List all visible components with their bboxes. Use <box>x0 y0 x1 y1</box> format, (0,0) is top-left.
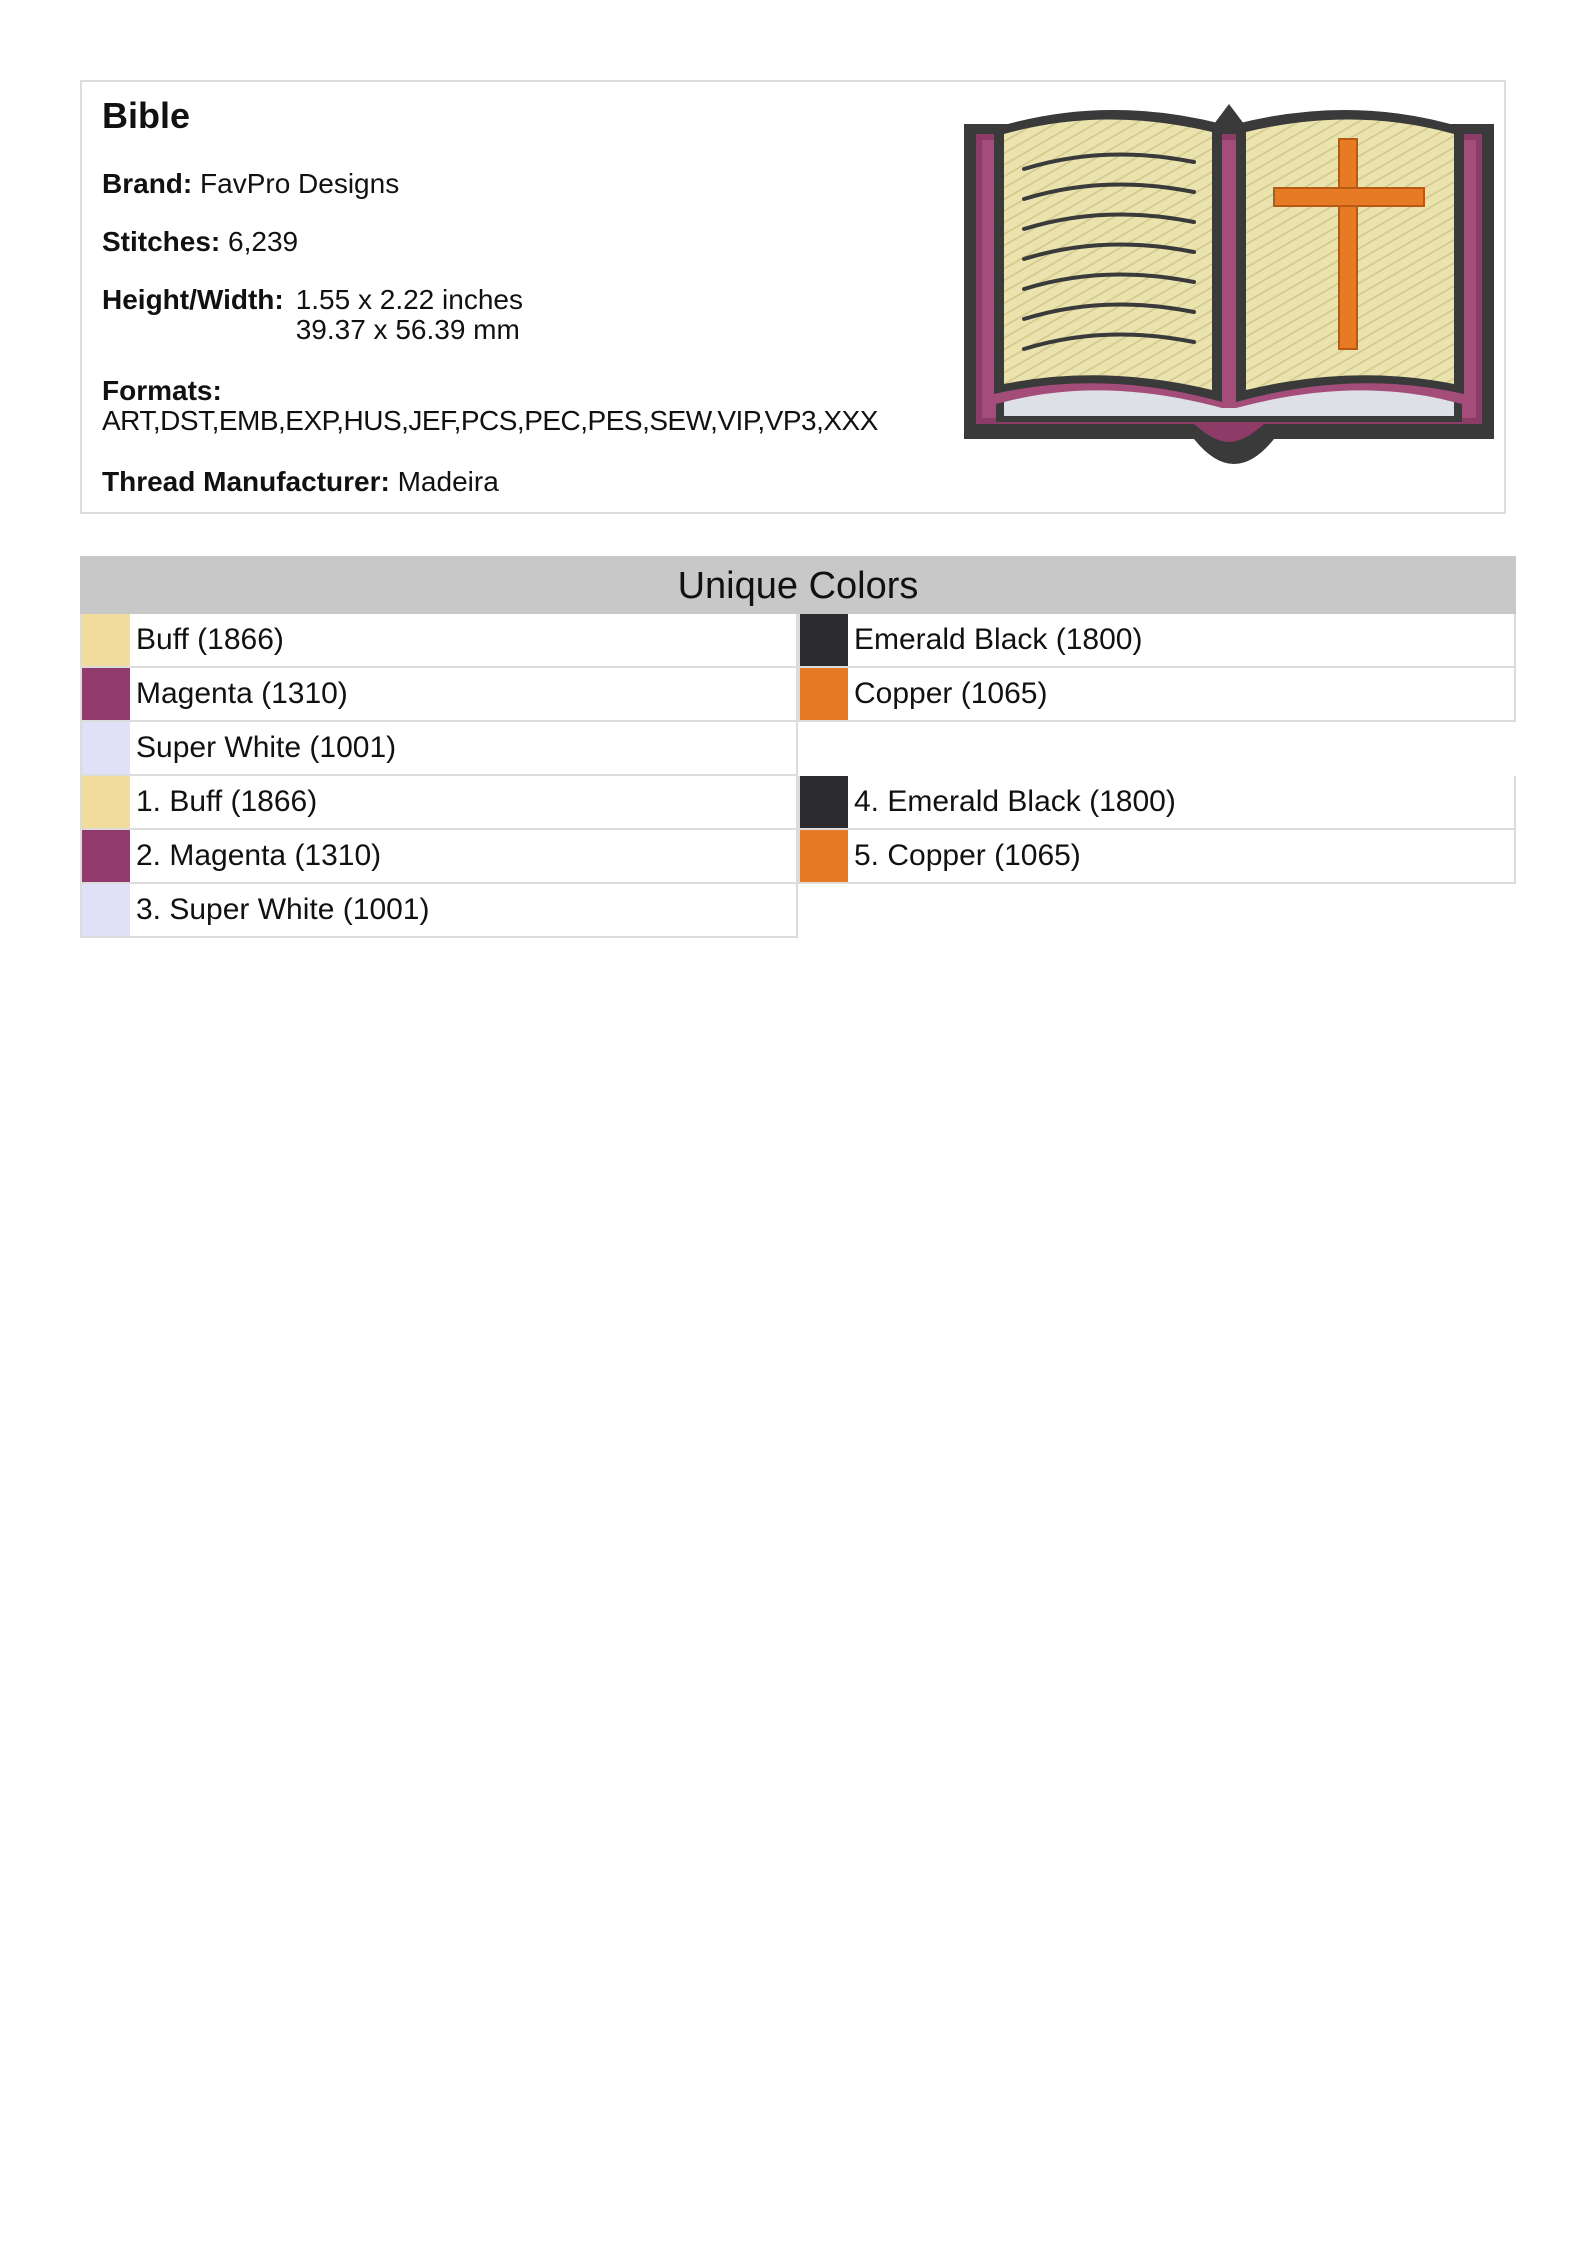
color-label: Super White (1001) <box>136 731 397 764</box>
height-width-row <box>102 284 1032 346</box>
stitches-value: 6,239 <box>228 226 299 257</box>
sequence-color-row <box>80 830 798 884</box>
color-label: Copper (1065) <box>854 677 1048 710</box>
color-swatch <box>82 668 130 720</box>
formats-label: Formats: <box>102 375 222 406</box>
sequence-color-row <box>798 830 1516 884</box>
sequence-color-row <box>80 884 798 938</box>
bible-embroidery-image <box>954 84 1504 484</box>
formats-block <box>102 376 1032 436</box>
unique-color-row <box>80 668 798 722</box>
sequence-color-row <box>798 776 1516 830</box>
unique-color-row <box>798 668 1516 722</box>
stitches-row <box>102 226 1032 258</box>
design-title: Bible <box>102 95 191 136</box>
color-label: 5. Copper (1065) <box>854 839 1081 872</box>
stitches-label: Stitches: <box>102 226 221 257</box>
thread-value: Madeira <box>397 466 499 497</box>
color-label: 1. Buff (1866) <box>136 785 318 818</box>
design-info-card <box>80 80 1506 514</box>
brand-label: Brand: <box>102 168 193 199</box>
thread-label: Thread Manufacturer: <box>102 466 390 497</box>
height-width-label: Height/Width: <box>102 284 284 315</box>
unique-color-row <box>80 722 798 776</box>
color-swatch <box>82 776 130 828</box>
color-label: Buff (1866) <box>136 623 284 656</box>
color-swatch <box>82 884 130 936</box>
color-swatch <box>800 668 848 720</box>
unique-color-row <box>798 614 1516 668</box>
formats-list: ART,DST,EMB,EXP,HUS,JEF,PCS,PEC,PES,SEW,VIP,VP3,XXX <box>102 405 878 436</box>
color-swatch <box>800 614 848 666</box>
brand-row <box>102 168 1032 200</box>
height-width-inches: 1.55 x 2.22 inches <box>295 284 523 315</box>
color-swatch <box>800 830 848 882</box>
color-swatch <box>82 722 130 774</box>
sequence-color-row <box>80 776 798 830</box>
color-label: Emerald Black (1800) <box>854 623 1143 656</box>
thread-row <box>102 466 1032 498</box>
unique-color-row <box>80 614 798 668</box>
brand-value: FavPro Designs <box>200 168 400 199</box>
color-label: 3. Super White (1001) <box>136 893 430 926</box>
color-swatch <box>800 776 848 828</box>
color-label: Magenta (1310) <box>136 677 348 710</box>
color-swatch <box>82 830 130 882</box>
height-width-mm: 39.37 x 56.39 mm <box>295 314 520 345</box>
color-label: 4. Emerald Black (1800) <box>854 785 1176 818</box>
color-swatch <box>82 614 130 666</box>
unique-colors-section <box>80 556 1516 926</box>
unique-colors-header: Unique Colors <box>80 556 1516 614</box>
design-details <box>102 90 1032 498</box>
color-label: 2. Magenta (1310) <box>136 839 382 872</box>
